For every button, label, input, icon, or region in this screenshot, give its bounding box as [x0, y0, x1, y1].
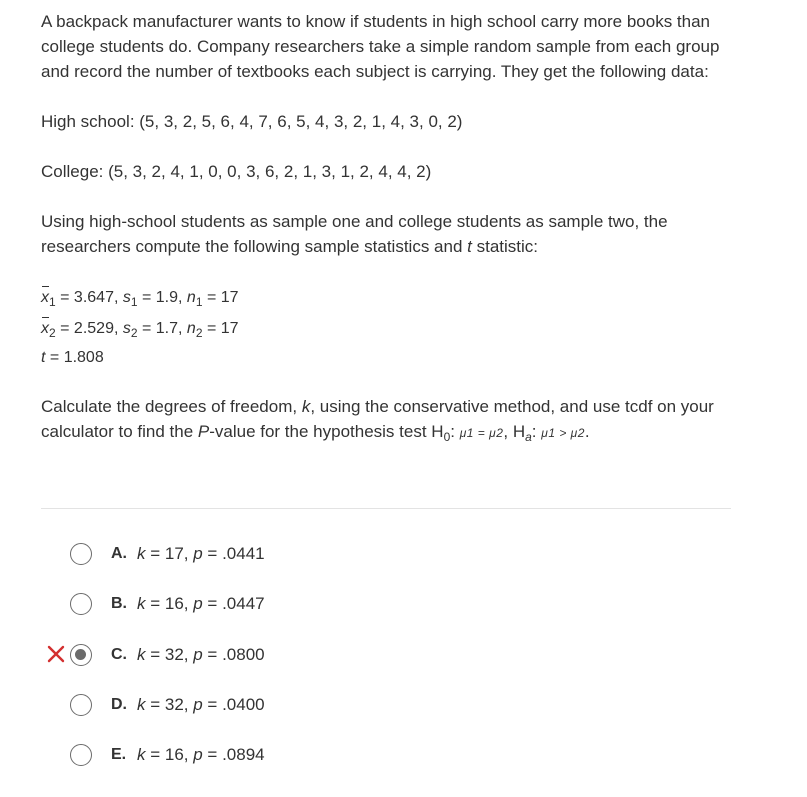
n-symbol: n — [186, 320, 196, 337]
xbar-subscript: 1 — [49, 295, 56, 309]
radio-button[interactable] — [70, 593, 92, 615]
close-icon — [45, 643, 67, 665]
k-value: = 32, — [145, 695, 194, 714]
option-text — [137, 541, 265, 566]
question-prompt — [41, 394, 741, 446]
method-part2: statistic: — [471, 237, 539, 256]
question-part2: , using the conservative method, and use tcdf on your calculator to find the — [41, 397, 714, 441]
h0-colon: : — [450, 422, 460, 441]
p-value: = .0441 — [202, 544, 265, 563]
ha-subscript: a — [525, 430, 532, 444]
radio-button[interactable] — [70, 644, 92, 666]
n-value: = 17 — [202, 320, 239, 337]
stats-line-2 — [41, 313, 741, 344]
t-symbol: t — [41, 349, 46, 366]
ha-colon: : — [531, 422, 542, 441]
xbar-value: = 2.529, — [55, 320, 123, 337]
s-symbol: s — [122, 289, 131, 306]
xbar-symbol: x — [41, 313, 49, 344]
p-symbol: p — [193, 594, 203, 613]
p-value: = .0400 — [202, 695, 265, 714]
option-c[interactable] — [0, 631, 807, 681]
intro-text: A backpack manufacturer wants to know if students in high school carry more books than college students do. Company researchers take a simple random sample from each group and record the number of textbooks each subject is carrying. They get the following data: — [41, 12, 720, 81]
h0-subscript: 0 — [443, 430, 451, 444]
k-value: = 16, — [145, 594, 194, 613]
n-symbol: n — [186, 289, 196, 306]
xbar-subscript: 2 — [49, 326, 56, 340]
k-value: = 16, — [145, 745, 194, 764]
t-value: = 1.808 — [45, 349, 104, 366]
p-value: = .0800 — [202, 645, 265, 664]
option-b[interactable] — [0, 580, 807, 630]
p-value: = .0447 — [202, 594, 265, 613]
alternative-hypothesis: μ1 > μ2 — [541, 426, 585, 440]
option-text — [137, 642, 265, 667]
method-text — [41, 209, 741, 259]
k-value: = 17, — [145, 544, 194, 563]
p-symbol: P — [197, 422, 210, 441]
k-symbol: k — [301, 397, 311, 416]
p-symbol: p — [193, 645, 203, 664]
method-t-symbol: t — [467, 237, 472, 256]
method-part1: Using high-school students as sample one and college students as sample two, the researchers compute the following sample statistics and — [41, 212, 668, 256]
t-statistic-line — [41, 344, 741, 371]
k-symbol: k — [137, 745, 146, 764]
k-symbol: k — [137, 544, 146, 563]
s-subscript: 2 — [130, 326, 138, 340]
sample-statistics — [41, 282, 741, 371]
option-letter: C. — [111, 646, 127, 663]
p-symbol: p — [193, 544, 203, 563]
option-letter: B. — [111, 595, 127, 612]
radio-button[interactable] — [70, 744, 92, 766]
question-part3: -value for the hypothesis test H — [209, 422, 444, 441]
s-value: = 1.7, — [137, 320, 187, 337]
option-a[interactable] — [0, 530, 807, 580]
n-subscript: 1 — [195, 295, 203, 309]
option-text — [137, 591, 265, 616]
question-end: . — [584, 422, 590, 441]
option-e[interactable] — [0, 731, 807, 781]
radio-button[interactable] — [70, 543, 92, 565]
option-letter: E. — [111, 746, 127, 763]
k-symbol: k — [137, 645, 146, 664]
divider — [41, 508, 731, 509]
p-symbol: p — [193, 695, 203, 714]
xbar-value: = 3.647, — [55, 289, 123, 306]
n-subscript: 2 — [195, 326, 203, 340]
stats-line-1 — [41, 282, 741, 313]
k-value: = 32, — [145, 645, 194, 664]
s-symbol: s — [122, 320, 131, 337]
option-letter: D. — [111, 696, 127, 713]
question-part1: Calculate the degrees of freedom, — [41, 397, 302, 416]
null-hypothesis: μ1 = μ2 — [459, 426, 504, 440]
p-symbol: p — [193, 745, 203, 764]
college-data: College: (5, 3, 2, 4, 1, 0, 0, 3, 6, 2, 1, 3, 1, 2, 4, 4, 2) — [41, 162, 432, 181]
p-value: = .0894 — [202, 745, 265, 764]
n-value: = 17 — [202, 289, 239, 306]
xbar-symbol: x — [41, 282, 49, 313]
s-value: = 1.9, — [137, 289, 187, 306]
radio-button[interactable] — [70, 694, 92, 716]
question-body — [41, 9, 741, 446]
option-d[interactable] — [0, 681, 807, 731]
k-symbol: k — [137, 594, 146, 613]
option-text — [137, 692, 265, 717]
k-symbol: k — [137, 695, 146, 714]
option-text — [137, 742, 265, 767]
option-letter: A. — [111, 545, 127, 562]
s-subscript: 1 — [130, 295, 138, 309]
question-part4: , H — [503, 422, 526, 441]
high-school-data: High school: (5, 3, 2, 5, 6, 4, 7, 6, 5, 4, 3, 2, 1, 4, 3, 0, 2) — [41, 112, 463, 131]
